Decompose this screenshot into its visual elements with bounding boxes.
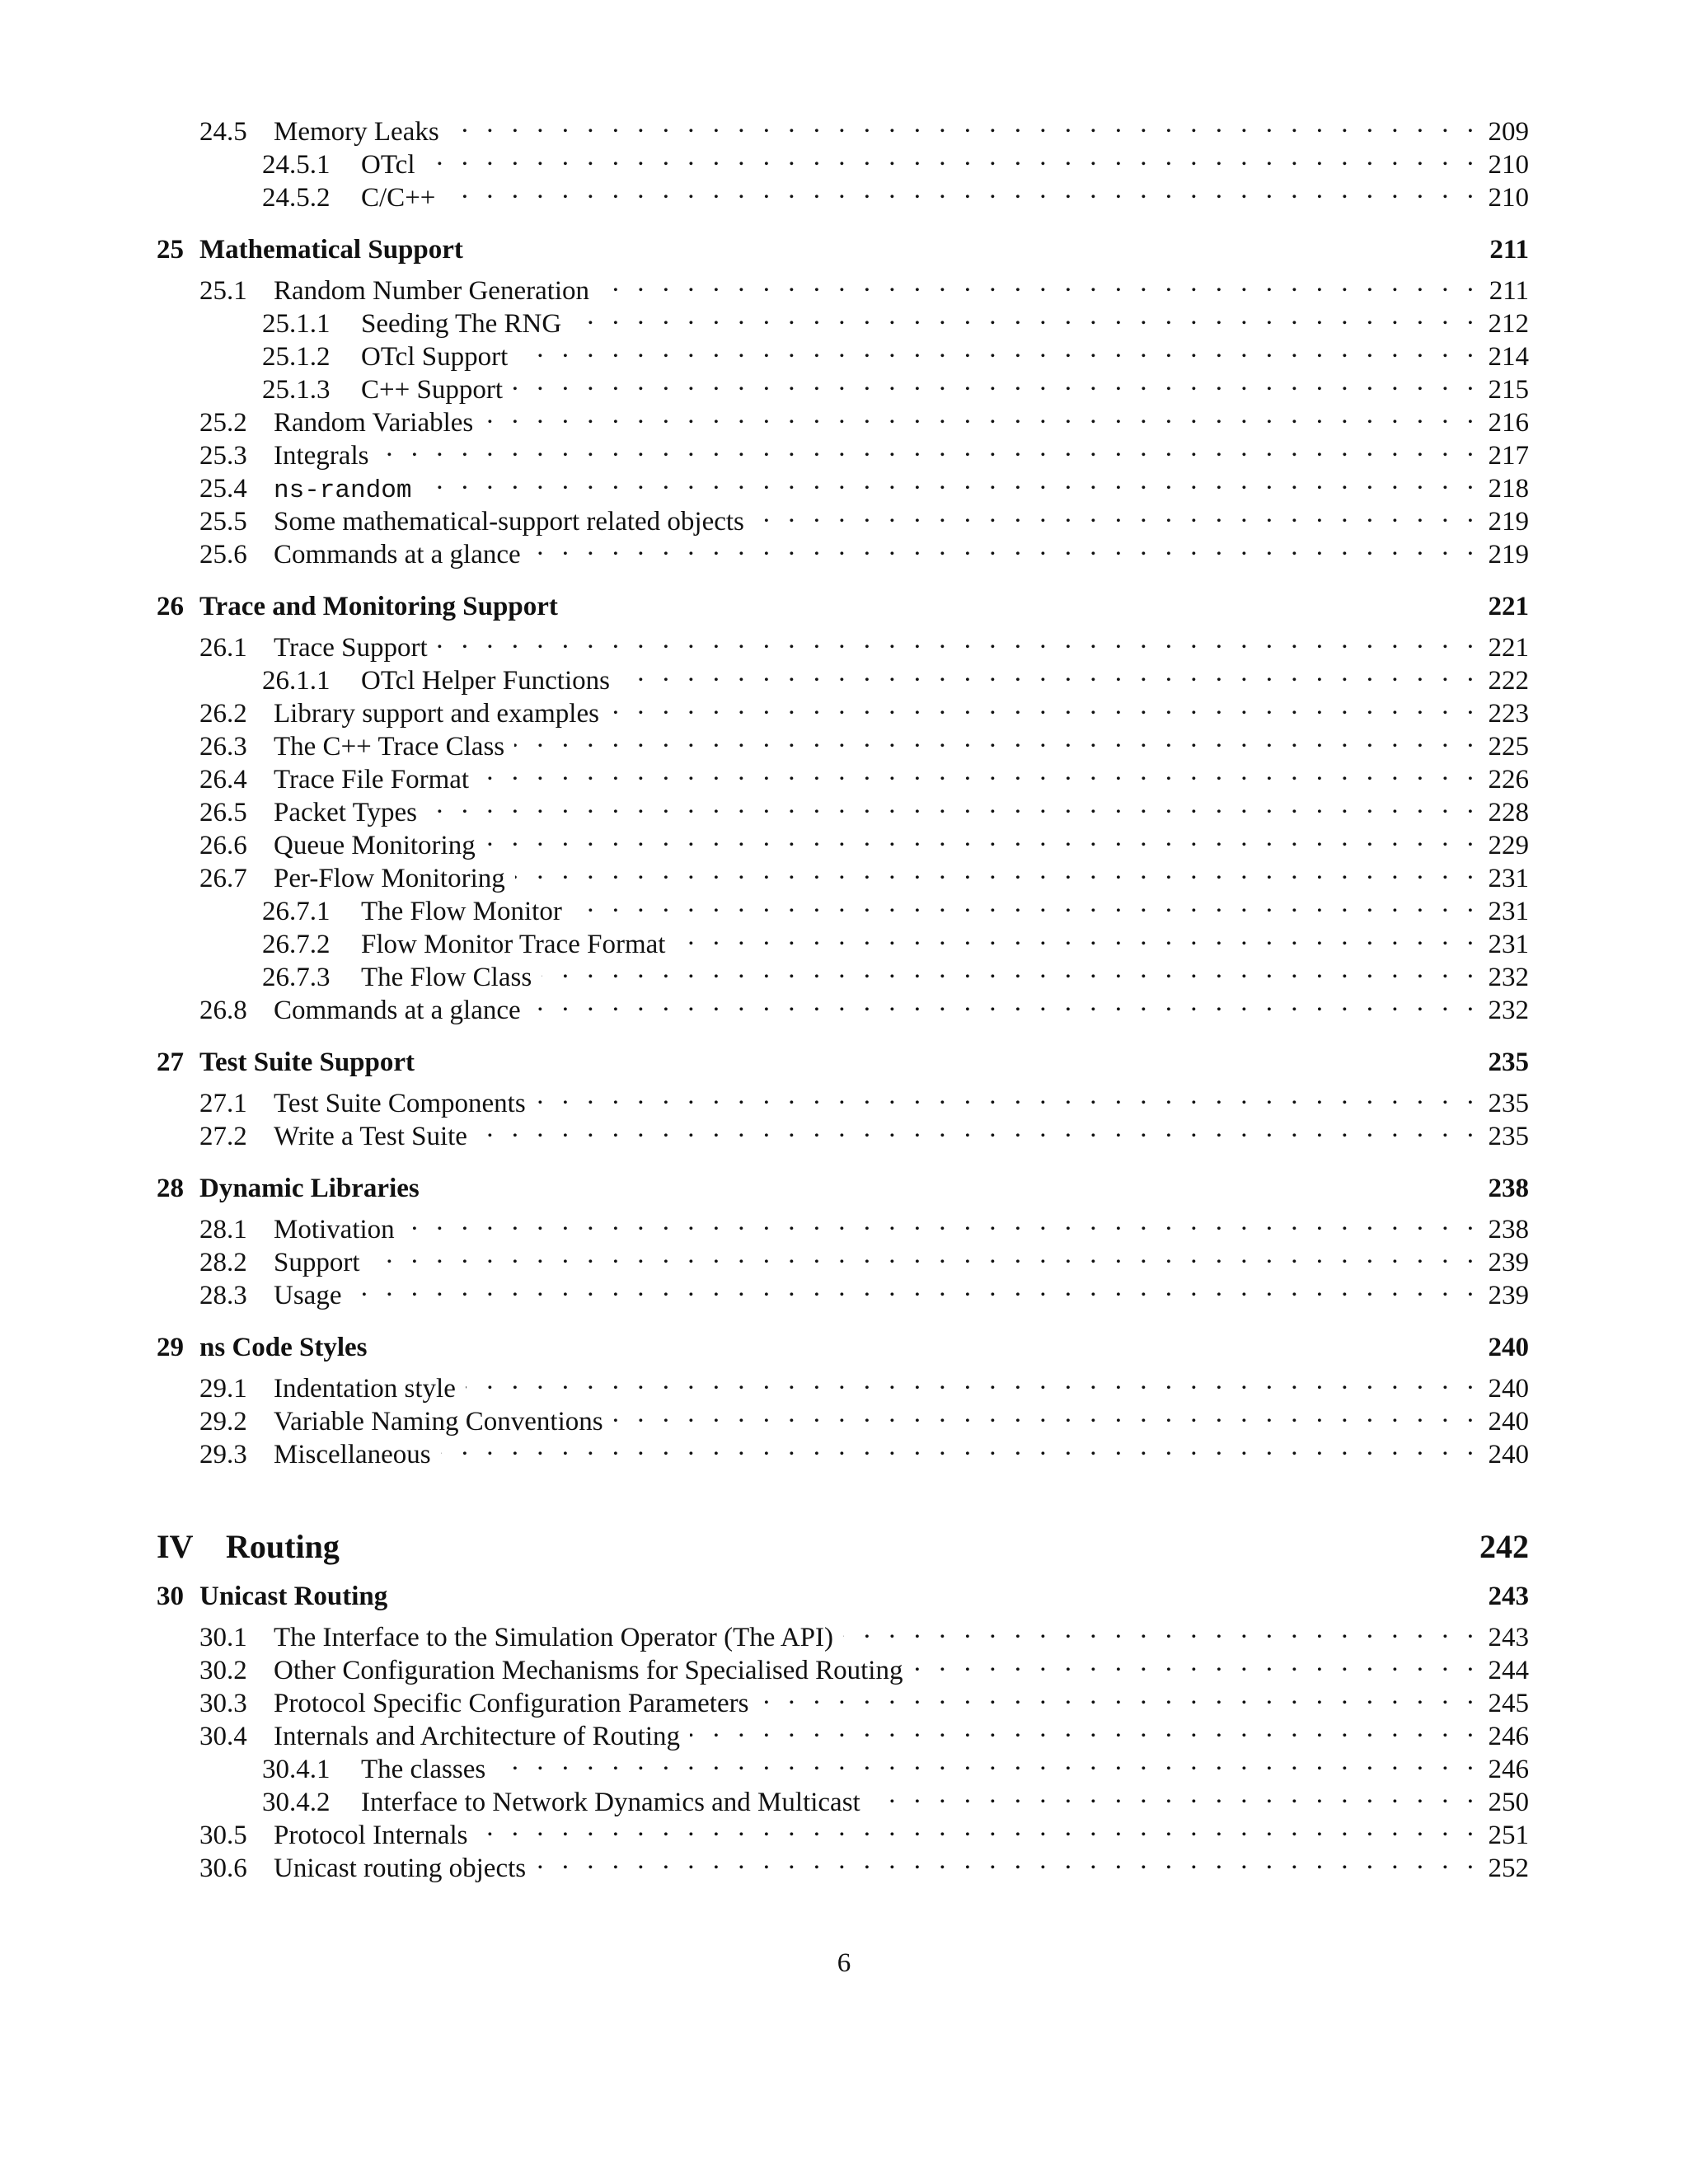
section-number: 25.1 — [199, 276, 247, 306]
section-title: Queue Monitoring — [274, 831, 476, 860]
section-title: Usage — [274, 1281, 342, 1310]
section-number: 26.6 — [199, 831, 247, 860]
section-title: Random Number Generation — [274, 276, 590, 306]
section-title: Support — [274, 1248, 360, 1277]
section-title: Internals and Architecture of Routing — [274, 1722, 681, 1751]
chapter-number: 28 — [157, 1174, 184, 1203]
section-page-number: 211 — [1489, 276, 1529, 306]
subsection-title: C/C++ — [361, 183, 436, 213]
dot-leader — [438, 623, 1479, 656]
section-title: Other Configuration Mechanisms for Specialised Routing — [274, 1656, 903, 1685]
dot-leader — [531, 986, 1479, 1019]
section-title: Random Variables — [274, 408, 474, 438]
part-page-number: 242 — [1479, 1528, 1529, 1565]
subsection-number: 30.4.2 — [262, 1788, 331, 1817]
section-number: 26.8 — [199, 996, 247, 1025]
subsection-page-number: 210 — [1488, 150, 1529, 180]
dot-leader — [370, 1238, 1479, 1271]
section-page-number: 240 — [1488, 1440, 1529, 1469]
chapter-title: Mathematical Support — [199, 235, 463, 265]
subsection-page-number: 212 — [1488, 309, 1529, 339]
dot-leader — [421, 464, 1479, 497]
subsection-number: 24.5.2 — [262, 183, 331, 213]
toc-section-entry[interactable] — [157, 1364, 1529, 1404]
dot-leader — [351, 1271, 1479, 1304]
section-title: Protocol Internals — [274, 1821, 468, 1850]
dot-leader — [754, 497, 1479, 530]
chapter-page-number: 235 — [1488, 1047, 1529, 1077]
subsection-title: Seeding The RNG — [361, 309, 562, 339]
dot-leader — [542, 953, 1479, 986]
toc-section-entry[interactable] — [157, 266, 1529, 306]
subsection-number: 26.7.3 — [262, 963, 331, 992]
section-page-number: 252 — [1488, 1854, 1529, 1883]
section-number: 29.3 — [199, 1440, 247, 1469]
subsection-title: The Flow Monitor — [361, 897, 562, 926]
toc-section-entry[interactable] — [157, 1613, 1529, 1652]
section-title: Packet Types — [274, 798, 417, 827]
section-title: Integrals — [274, 441, 369, 471]
toc-section-entry[interactable] — [157, 623, 1529, 663]
toc-chapter-entry[interactable] — [157, 1046, 1529, 1079]
dot-leader — [690, 1712, 1479, 1745]
chapter-number: 30 — [157, 1582, 184, 1611]
section-title: Unicast routing objects — [274, 1854, 527, 1883]
section-number: 27.2 — [199, 1122, 247, 1151]
section-title: ns-random — [274, 476, 412, 505]
section-page-number: 244 — [1488, 1656, 1529, 1685]
section-number: 30.3 — [199, 1689, 247, 1718]
subsection-page-number: 214 — [1488, 342, 1529, 372]
dot-leader — [478, 1811, 1479, 1844]
dot-leader — [515, 854, 1479, 887]
subsection-page-number: 222 — [1488, 666, 1529, 696]
dot-leader — [675, 920, 1479, 953]
subsection-title: OTcl Support — [361, 342, 509, 372]
dot-leader — [495, 1745, 1479, 1778]
dot-leader — [378, 431, 1479, 464]
section-page-number: 226 — [1488, 765, 1529, 794]
subsection-title: Interface to Network Dynamics and Multicast — [361, 1788, 860, 1817]
toc-section-entry[interactable] — [157, 107, 1529, 147]
section-title: Memory Leaks — [274, 117, 439, 147]
section-page-number: 218 — [1488, 474, 1529, 504]
toc-chapter-entry[interactable] — [157, 590, 1529, 623]
dot-leader — [758, 1679, 1479, 1712]
dot-leader — [449, 107, 1479, 140]
section-title: Library support and examples — [274, 699, 599, 729]
subsection-number: 26.1.1 — [262, 666, 331, 696]
part-title: Routing — [226, 1528, 340, 1565]
section-page-number: 225 — [1488, 732, 1529, 762]
section-number: 25.3 — [199, 441, 247, 471]
section-title: Commands at a glance — [274, 996, 521, 1025]
subsection-title: The classes — [361, 1755, 486, 1784]
chapter-number: 27 — [157, 1047, 184, 1077]
subsection-number: 30.4.1 — [262, 1755, 331, 1784]
section-title: Trace Support — [274, 633, 428, 663]
dot-leader — [483, 398, 1479, 431]
section-number: 26.2 — [199, 699, 247, 729]
dot-leader — [536, 1844, 1479, 1877]
chapter-title: Trace and Monitoring Support — [199, 592, 558, 621]
toc-section-entry[interactable] — [157, 1271, 1529, 1310]
section-number: 26.3 — [199, 732, 247, 762]
section-title: Protocol Specific Configuration Parameters — [274, 1689, 749, 1718]
dot-leader — [613, 1397, 1479, 1430]
chapter-title: ns Code Styles — [199, 1333, 368, 1362]
section-page-number: 239 — [1488, 1281, 1529, 1310]
section-number: 30.4 — [199, 1722, 247, 1751]
subsection-page-number: 232 — [1488, 963, 1529, 992]
subsection-number: 24.5.1 — [262, 150, 331, 180]
section-page-number: 246 — [1488, 1722, 1529, 1751]
chapter-number: 26 — [157, 592, 184, 621]
dot-leader — [620, 656, 1479, 689]
section-title: Some mathematical-support related objects — [274, 507, 744, 537]
subsection-title: C++ Support — [361, 375, 503, 405]
section-page-number: 216 — [1488, 408, 1529, 438]
section-page-number: 223 — [1488, 699, 1529, 729]
dot-leader — [870, 1778, 1479, 1811]
subsection-title: Flow Monitor Trace Format — [361, 930, 666, 959]
table-of-contents — [157, 107, 1529, 1883]
dot-leader — [485, 821, 1479, 854]
section-number: 28.1 — [199, 1215, 247, 1244]
chapter-number: 25 — [157, 235, 184, 265]
section-number: 24.5 — [199, 117, 247, 147]
section-number: 30.5 — [199, 1821, 247, 1850]
section-page-number: 245 — [1488, 1689, 1529, 1718]
dot-leader — [609, 689, 1479, 722]
dot-leader — [843, 1613, 1479, 1646]
toc-chapter-entry[interactable] — [157, 1172, 1529, 1205]
subsection-title: The Flow Class — [361, 963, 532, 992]
toc-chapter-entry[interactable] — [157, 233, 1529, 266]
dot-leader — [514, 722, 1479, 755]
dot-leader — [912, 1646, 1479, 1679]
subsection-number: 26.7.1 — [262, 897, 331, 926]
subsection-number: 26.7.2 — [262, 930, 331, 959]
section-title: Motivation — [274, 1215, 395, 1244]
dot-leader — [571, 299, 1479, 332]
dot-leader — [427, 788, 1479, 821]
section-page-number: 240 — [1488, 1374, 1529, 1404]
section-number: 25.4 — [199, 474, 247, 504]
section-number: 30.6 — [199, 1854, 247, 1883]
section-page-number: 240 — [1488, 1407, 1529, 1436]
dot-leader — [479, 755, 1479, 788]
section-number: 26.1 — [199, 633, 247, 663]
toc-chapter-entry[interactable] — [157, 1331, 1529, 1364]
section-page-number: 219 — [1488, 540, 1529, 569]
subsection-page-number: 215 — [1488, 375, 1529, 405]
chapter-title: Dynamic Libraries — [199, 1174, 420, 1203]
dot-leader — [445, 173, 1479, 206]
subsection-number: 25.1.2 — [262, 342, 331, 372]
subsection-title: OTcl — [361, 150, 415, 180]
section-title: Trace File Format — [274, 765, 470, 794]
chapter-title: Unicast Routing — [199, 1582, 388, 1611]
section-number: 29.2 — [199, 1407, 247, 1436]
dot-leader — [405, 1205, 1479, 1238]
dot-leader — [466, 1364, 1479, 1397]
section-page-number: 229 — [1488, 831, 1529, 860]
chapter-number: 29 — [157, 1333, 184, 1362]
section-page-number: 231 — [1488, 864, 1529, 893]
section-number: 28.2 — [199, 1248, 247, 1277]
section-page-number: 221 — [1488, 633, 1529, 663]
section-title: Test Suite Components — [274, 1089, 526, 1118]
subsection-number: 25.1.1 — [262, 309, 331, 339]
section-title: Miscellaneous — [274, 1440, 431, 1469]
dot-leader — [572, 887, 1479, 920]
section-number: 28.3 — [199, 1281, 247, 1310]
section-page-number: 232 — [1488, 996, 1529, 1025]
subsection-page-number: 210 — [1488, 183, 1529, 213]
dot-leader — [531, 530, 1479, 563]
chapter-page-number: 221 — [1488, 592, 1529, 621]
chapter-title: Test Suite Support — [199, 1047, 415, 1077]
section-number: 26.7 — [199, 864, 247, 893]
toc-chapter-entry[interactable] — [157, 1580, 1529, 1613]
chapter-page-number: 211 — [1489, 235, 1529, 265]
section-page-number: 228 — [1488, 798, 1529, 827]
dot-leader — [536, 1079, 1479, 1112]
section-number: 25.6 — [199, 540, 247, 569]
subsection-title: OTcl Helper Functions — [361, 666, 610, 696]
section-title: The C++ Trace Class — [274, 732, 505, 762]
toc-section-entry[interactable] — [157, 1079, 1529, 1118]
chapter-page-number: 238 — [1488, 1174, 1529, 1203]
section-page-number: 251 — [1488, 1821, 1529, 1850]
section-page-number: 219 — [1488, 507, 1529, 537]
section-title: The Interface to the Simulation Operator (The API) — [274, 1623, 834, 1652]
dot-leader — [477, 1112, 1479, 1145]
section-number: 30.1 — [199, 1623, 247, 1652]
dot-leader — [599, 266, 1479, 299]
toc-section-entry[interactable] — [157, 1205, 1529, 1244]
section-page-number: 209 — [1488, 117, 1529, 147]
toc-part-heading[interactable] — [157, 1522, 1529, 1572]
chapter-page-number: 240 — [1488, 1333, 1529, 1362]
subsection-page-number: 250 — [1488, 1788, 1529, 1817]
section-page-number: 239 — [1488, 1248, 1529, 1277]
part-number: IV — [157, 1528, 194, 1565]
section-number: 26.5 — [199, 798, 247, 827]
subsection-page-number: 246 — [1488, 1755, 1529, 1784]
section-page-number: 235 — [1488, 1122, 1529, 1151]
section-title: Write a Test Suite — [274, 1122, 467, 1151]
subsection-number: 25.1.3 — [262, 375, 331, 405]
chapter-page-number: 243 — [1488, 1582, 1529, 1611]
dot-leader — [513, 365, 1479, 398]
section-page-number: 217 — [1488, 441, 1529, 471]
dot-leader — [425, 140, 1479, 173]
section-number: 25.2 — [199, 408, 247, 438]
section-title: Per-Flow Monitoring — [274, 864, 505, 893]
section-number: 26.4 — [199, 765, 247, 794]
section-number: 27.1 — [199, 1089, 247, 1118]
dot-leader — [441, 1430, 1479, 1463]
section-page-number: 235 — [1488, 1089, 1529, 1118]
section-page-number: 243 — [1488, 1623, 1529, 1652]
section-page-number: 238 — [1488, 1215, 1529, 1244]
subsection-page-number: 231 — [1488, 897, 1529, 926]
page-number: 6 — [837, 1948, 851, 1978]
section-title: Commands at a glance — [274, 540, 521, 569]
section-title: Variable Naming Conventions — [274, 1407, 603, 1436]
section-number: 25.5 — [199, 507, 247, 537]
section-number: 30.2 — [199, 1656, 247, 1685]
section-number: 29.1 — [199, 1374, 247, 1404]
dot-leader — [518, 332, 1479, 365]
subsection-page-number: 231 — [1488, 930, 1529, 959]
section-title: Indentation style — [274, 1374, 456, 1404]
